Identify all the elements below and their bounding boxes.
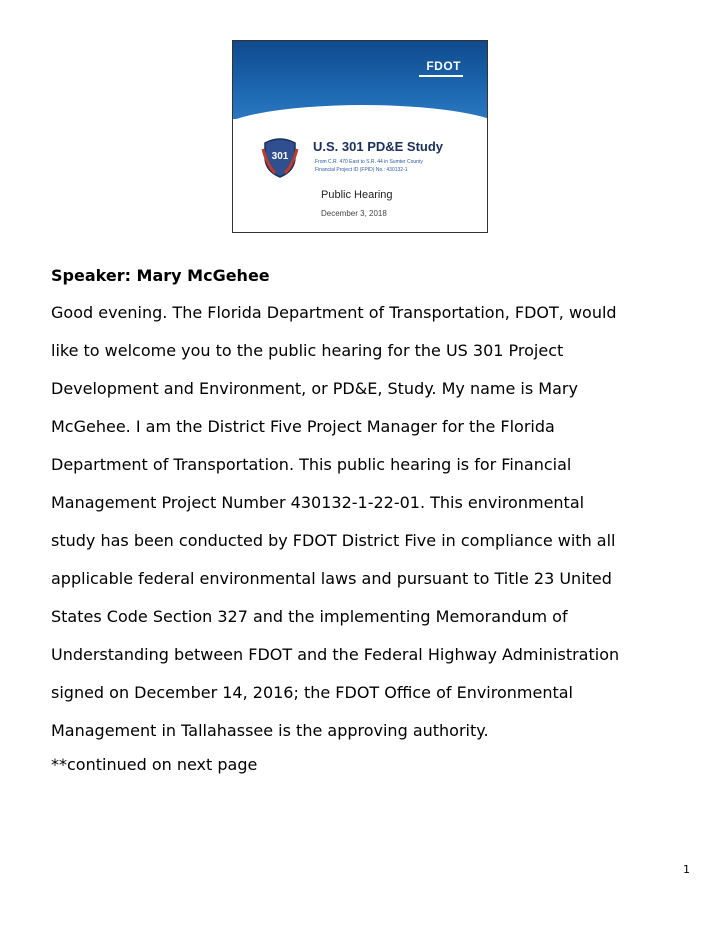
paragraph-line: applicable federal environmental laws and pursuant to Title 23 United <box>51 569 612 588</box>
paragraph-line: Management Project Number 430132-1-22-01. This environmental <box>51 493 585 512</box>
paragraph-line: Department of Transportation. This public hearing is for Financial <box>51 455 572 474</box>
shield-number: 301 <box>271 151 289 162</box>
paragraph-line: Development and Environment, or PD&E, Study. My name is Mary <box>51 379 578 398</box>
paragraph-line: study has been conducted by FDOT District Five in compliance with all <box>51 531 616 550</box>
paragraph-line: signed on December 14, 2016; the FDOT Office of Environmental <box>51 683 573 702</box>
paragraph-line: Good evening. The Florida Department of Transportation, FDOT, would <box>51 303 617 322</box>
speaker-heading: Speaker: Mary McGehee <box>51 266 270 285</box>
slide-hearing-label: Public Hearing <box>321 189 393 201</box>
continued-note: **continued on next page <box>51 755 258 774</box>
paragraph-line: States Code Section 327 and the implementing Memorandum of <box>51 607 568 626</box>
fdot-logo: FDOT <box>426 59 461 73</box>
study-subtitle-1: From C.R. 470 East to S.R. 44 in Sumter County <box>315 159 423 165</box>
study-subtitle-2: Financial Project ID (FPID) No.: 430132-1 <box>315 167 408 173</box>
us-301-shield-icon <box>261 135 299 179</box>
paragraph-line: McGehee. I am the District Five Project Manager for the Florida <box>51 417 555 436</box>
slide-date: December 3, 2018 <box>321 209 387 218</box>
study-title: U.S. 301 PD&E Study <box>313 139 444 154</box>
fdot-logo-underline <box>419 75 463 77</box>
slide-thumbnail <box>232 40 488 233</box>
paragraph-line: Management in Tallahassee is the approving authority. <box>51 721 489 740</box>
paragraph-line: like to welcome you to the public hearing for the US 301 Project <box>51 341 564 360</box>
transcript-body <box>51 258 691 780</box>
transcript-paragraph <box>51 294 691 750</box>
paragraph-line: Understanding between FDOT and the Federal Highway Administration <box>51 645 620 664</box>
page-number: 1 <box>683 863 690 876</box>
